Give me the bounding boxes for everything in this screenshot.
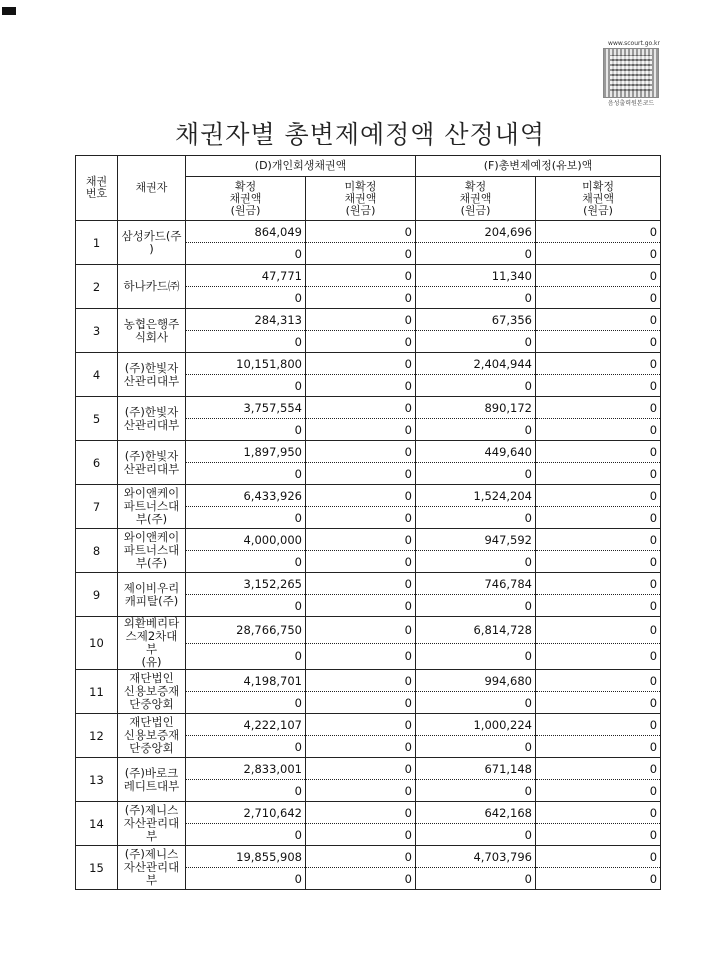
d-unconfirmed-amount-sub: 0 (306, 507, 416, 529)
d-confirmed-amount-sub: 0 (186, 692, 306, 714)
header-group-d: (D)개인회생채권액 (186, 156, 416, 177)
f-confirmed-amount-sub: 0 (416, 780, 536, 802)
d-unconfirmed-amount-sub: 0 (306, 824, 416, 846)
d-unconfirmed-amount-sub: 0 (306, 692, 416, 714)
creditor-name: 와이앤케이 파트너스대 부(주) (118, 529, 186, 573)
f-confirmed-amount-sub: 0 (416, 507, 536, 529)
header-f-confirmed: 확정 채권액 (원금) (416, 177, 536, 221)
f-confirmed-amount-sub: 0 (416, 824, 536, 846)
f-unconfirmed-amount-sub: 0 (536, 824, 661, 846)
f-confirmed-amount: 947,592 (416, 529, 536, 551)
f-confirmed-amount: 2,404,944 (416, 353, 536, 375)
creditor-name: 농협은행주 식회사 (118, 309, 186, 353)
creditor-name: 삼성카드(주 ) (118, 221, 186, 265)
d-confirmed-amount-sub: 0 (186, 824, 306, 846)
f-unconfirmed-amount: 0 (536, 309, 661, 331)
d-unconfirmed-amount: 0 (306, 802, 416, 824)
f-confirmed-amount-sub: 0 (416, 419, 536, 441)
d-unconfirmed-amount: 0 (306, 529, 416, 551)
d-unconfirmed-amount-sub: 0 (306, 780, 416, 802)
table-row (76, 309, 661, 331)
f-unconfirmed-amount-sub: 0 (536, 551, 661, 573)
d-unconfirmed-amount-sub: 0 (306, 551, 416, 573)
d-confirmed-amount: 2,833,001 (186, 758, 306, 780)
creditor-number: 10 (76, 617, 118, 670)
d-confirmed-amount: 1,897,950 (186, 441, 306, 463)
header-no: 채권 번호 (76, 156, 118, 221)
f-confirmed-amount: 1,000,224 (416, 714, 536, 736)
f-unconfirmed-amount-sub: 0 (536, 287, 661, 309)
creditor-number: 3 (76, 309, 118, 353)
f-confirmed-amount-sub: 0 (416, 551, 536, 573)
table-row (76, 529, 661, 551)
header-d-confirmed: 확정 채권액 (원금) (186, 177, 306, 221)
table-row (76, 265, 661, 287)
f-unconfirmed-amount: 0 (536, 846, 661, 868)
table-row (76, 485, 661, 507)
table-row (76, 670, 661, 692)
f-unconfirmed-amount: 0 (536, 758, 661, 780)
f-confirmed-amount: 671,148 (416, 758, 536, 780)
f-unconfirmed-amount: 0 (536, 573, 661, 595)
f-confirmed-amount-sub: 0 (416, 692, 536, 714)
d-confirmed-amount-sub: 0 (186, 507, 306, 529)
header-group-f: (F)총변제예정(유보)액 (416, 156, 661, 177)
d-unconfirmed-amount: 0 (306, 441, 416, 463)
d-confirmed-amount: 3,757,554 (186, 397, 306, 419)
f-confirmed-amount: 746,784 (416, 573, 536, 595)
creditor-number: 7 (76, 485, 118, 529)
d-confirmed-amount: 4,222,107 (186, 714, 306, 736)
d-confirmed-amount: 4,198,701 (186, 670, 306, 692)
f-confirmed-amount: 11,340 (416, 265, 536, 287)
f-confirmed-amount-sub: 0 (416, 463, 536, 485)
creditor-number: 15 (76, 846, 118, 890)
creditor-name: (주)한빛자 산관리대부 (118, 353, 186, 397)
creditor-name: 하나카드㈜ (118, 265, 186, 309)
d-confirmed-amount-sub: 0 (186, 780, 306, 802)
f-confirmed-amount-sub: 0 (416, 736, 536, 758)
table-row (76, 573, 661, 595)
f-unconfirmed-amount: 0 (536, 714, 661, 736)
f-unconfirmed-amount: 0 (536, 353, 661, 375)
creditor-name: (주)한빛자 산관리대부 (118, 397, 186, 441)
table-row (76, 714, 661, 736)
table-row (76, 802, 661, 824)
creditor-number: 13 (76, 758, 118, 802)
d-unconfirmed-amount: 0 (306, 309, 416, 331)
f-confirmed-amount-sub: 0 (416, 868, 536, 890)
creditor-number: 6 (76, 441, 118, 485)
qr-code-icon (603, 48, 659, 98)
scan-mark (2, 7, 16, 15)
d-unconfirmed-amount: 0 (306, 265, 416, 287)
d-confirmed-amount-sub: 0 (186, 287, 306, 309)
f-unconfirmed-amount-sub: 0 (536, 243, 661, 265)
table-row (76, 397, 661, 419)
f-unconfirmed-amount: 0 (536, 441, 661, 463)
creditor-number: 5 (76, 397, 118, 441)
f-unconfirmed-amount: 0 (536, 529, 661, 551)
d-unconfirmed-amount-sub: 0 (306, 331, 416, 353)
table-row (76, 758, 661, 780)
qr-caption: 음성출력원본코드 (607, 100, 655, 107)
f-confirmed-amount-sub: 0 (416, 595, 536, 617)
d-unconfirmed-amount: 0 (306, 758, 416, 780)
creditor-name: 외환베리타 스제2차대부 (유) (118, 617, 186, 670)
d-confirmed-amount-sub: 0 (186, 243, 306, 265)
d-confirmed-amount: 4,000,000 (186, 529, 306, 551)
d-confirmed-amount-sub: 0 (186, 595, 306, 617)
d-unconfirmed-amount-sub: 0 (306, 643, 416, 670)
f-unconfirmed-amount-sub: 0 (536, 331, 661, 353)
f-unconfirmed-amount-sub: 0 (536, 595, 661, 617)
creditor-number: 1 (76, 221, 118, 265)
creditor-number: 12 (76, 714, 118, 758)
f-confirmed-amount: 1,524,204 (416, 485, 536, 507)
d-confirmed-amount: 2,710,642 (186, 802, 306, 824)
f-confirmed-amount: 994,680 (416, 670, 536, 692)
f-confirmed-amount-sub: 0 (416, 287, 536, 309)
d-confirmed-amount-sub: 0 (186, 643, 306, 670)
f-unconfirmed-amount: 0 (536, 221, 661, 243)
f-confirmed-amount: 204,696 (416, 221, 536, 243)
d-confirmed-amount: 284,313 (186, 309, 306, 331)
creditor-name: 재단법인 신용보증재 단중앙회 (118, 670, 186, 714)
page-title: 채권자별 총변제예정액 산정내역 (175, 120, 545, 149)
f-confirmed-amount-sub: 0 (416, 375, 536, 397)
d-unconfirmed-amount-sub: 0 (306, 375, 416, 397)
creditor-number: 8 (76, 529, 118, 573)
table-row (76, 846, 661, 868)
d-confirmed-amount-sub: 0 (186, 419, 306, 441)
d-unconfirmed-amount-sub: 0 (306, 463, 416, 485)
creditor-name: (주)제니스 자산관리대 부 (118, 846, 186, 890)
creditor-name: 재단법인 신용보증재 단중앙회 (118, 714, 186, 758)
d-confirmed-amount-sub: 0 (186, 868, 306, 890)
d-unconfirmed-amount: 0 (306, 846, 416, 868)
d-confirmed-amount-sub: 0 (186, 551, 306, 573)
f-confirmed-amount-sub: 0 (416, 643, 536, 670)
f-confirmed-amount: 449,640 (416, 441, 536, 463)
d-unconfirmed-amount: 0 (306, 617, 416, 644)
creditor-name: (주)제니스 자산관리대 부 (118, 802, 186, 846)
creditor-number: 9 (76, 573, 118, 617)
f-unconfirmed-amount: 0 (536, 485, 661, 507)
f-unconfirmed-amount-sub: 0 (536, 736, 661, 758)
d-confirmed-amount-sub: 0 (186, 463, 306, 485)
d-unconfirmed-amount-sub: 0 (306, 287, 416, 309)
f-unconfirmed-amount-sub: 0 (536, 643, 661, 670)
creditor-number: 2 (76, 265, 118, 309)
creditor-name: 제이비우리 캐피탈(주) (118, 573, 186, 617)
creditor-number: 11 (76, 670, 118, 714)
creditor-name: (주)한빛자 산관리대부 (118, 441, 186, 485)
f-unconfirmed-amount-sub: 0 (536, 868, 661, 890)
table-row (76, 221, 661, 243)
d-unconfirmed-amount-sub: 0 (306, 736, 416, 758)
f-unconfirmed-amount: 0 (536, 397, 661, 419)
creditor-number: 14 (76, 802, 118, 846)
d-unconfirmed-amount: 0 (306, 221, 416, 243)
creditor-table (75, 155, 661, 890)
f-unconfirmed-amount-sub: 0 (536, 375, 661, 397)
f-confirmed-amount: 6,814,728 (416, 617, 536, 644)
table-row (76, 353, 661, 375)
d-confirmed-amount: 47,771 (186, 265, 306, 287)
f-unconfirmed-amount: 0 (536, 265, 661, 287)
d-confirmed-amount-sub: 0 (186, 331, 306, 353)
d-unconfirmed-amount-sub: 0 (306, 868, 416, 890)
header-d-unconfirmed: 미확정 채권액 (원금) (306, 177, 416, 221)
d-confirmed-amount: 19,855,908 (186, 846, 306, 868)
f-unconfirmed-amount-sub: 0 (536, 419, 661, 441)
d-unconfirmed-amount: 0 (306, 714, 416, 736)
d-unconfirmed-amount-sub: 0 (306, 419, 416, 441)
f-unconfirmed-amount-sub: 0 (536, 463, 661, 485)
f-confirmed-amount-sub: 0 (416, 243, 536, 265)
f-confirmed-amount: 67,356 (416, 309, 536, 331)
d-confirmed-amount: 10,151,800 (186, 353, 306, 375)
header-f-unconfirmed: 미확정 채권액 (원금) (536, 177, 661, 221)
creditor-number: 4 (76, 353, 118, 397)
f-confirmed-amount: 642,168 (416, 802, 536, 824)
f-confirmed-amount: 4,703,796 (416, 846, 536, 868)
d-unconfirmed-amount-sub: 0 (306, 243, 416, 265)
f-unconfirmed-amount-sub: 0 (536, 780, 661, 802)
f-unconfirmed-amount-sub: 0 (536, 507, 661, 529)
d-confirmed-amount: 6,433,926 (186, 485, 306, 507)
f-unconfirmed-amount: 0 (536, 617, 661, 644)
table-row (76, 441, 661, 463)
d-confirmed-amount-sub: 0 (186, 736, 306, 758)
table-body (76, 221, 661, 890)
d-confirmed-amount: 3,152,265 (186, 573, 306, 595)
d-unconfirmed-amount: 0 (306, 353, 416, 375)
d-unconfirmed-amount: 0 (306, 397, 416, 419)
creditor-name: (주)바로크 레디트대부 (118, 758, 186, 802)
d-unconfirmed-amount: 0 (306, 670, 416, 692)
d-unconfirmed-amount: 0 (306, 573, 416, 595)
creditor-name: 와이앤케이 파트너스대 부(주) (118, 485, 186, 529)
table-row (76, 617, 661, 644)
d-unconfirmed-amount: 0 (306, 485, 416, 507)
d-confirmed-amount: 864,049 (186, 221, 306, 243)
d-confirmed-amount-sub: 0 (186, 375, 306, 397)
f-confirmed-amount-sub: 0 (416, 331, 536, 353)
d-unconfirmed-amount-sub: 0 (306, 595, 416, 617)
f-unconfirmed-amount: 0 (536, 670, 661, 692)
f-confirmed-amount: 890,172 (416, 397, 536, 419)
f-unconfirmed-amount: 0 (536, 802, 661, 824)
f-unconfirmed-amount-sub: 0 (536, 692, 661, 714)
qr-url: www.scourt.go.kr (608, 40, 660, 47)
d-confirmed-amount: 28,766,750 (186, 617, 306, 644)
header-creditor: 채권자 (118, 156, 186, 221)
